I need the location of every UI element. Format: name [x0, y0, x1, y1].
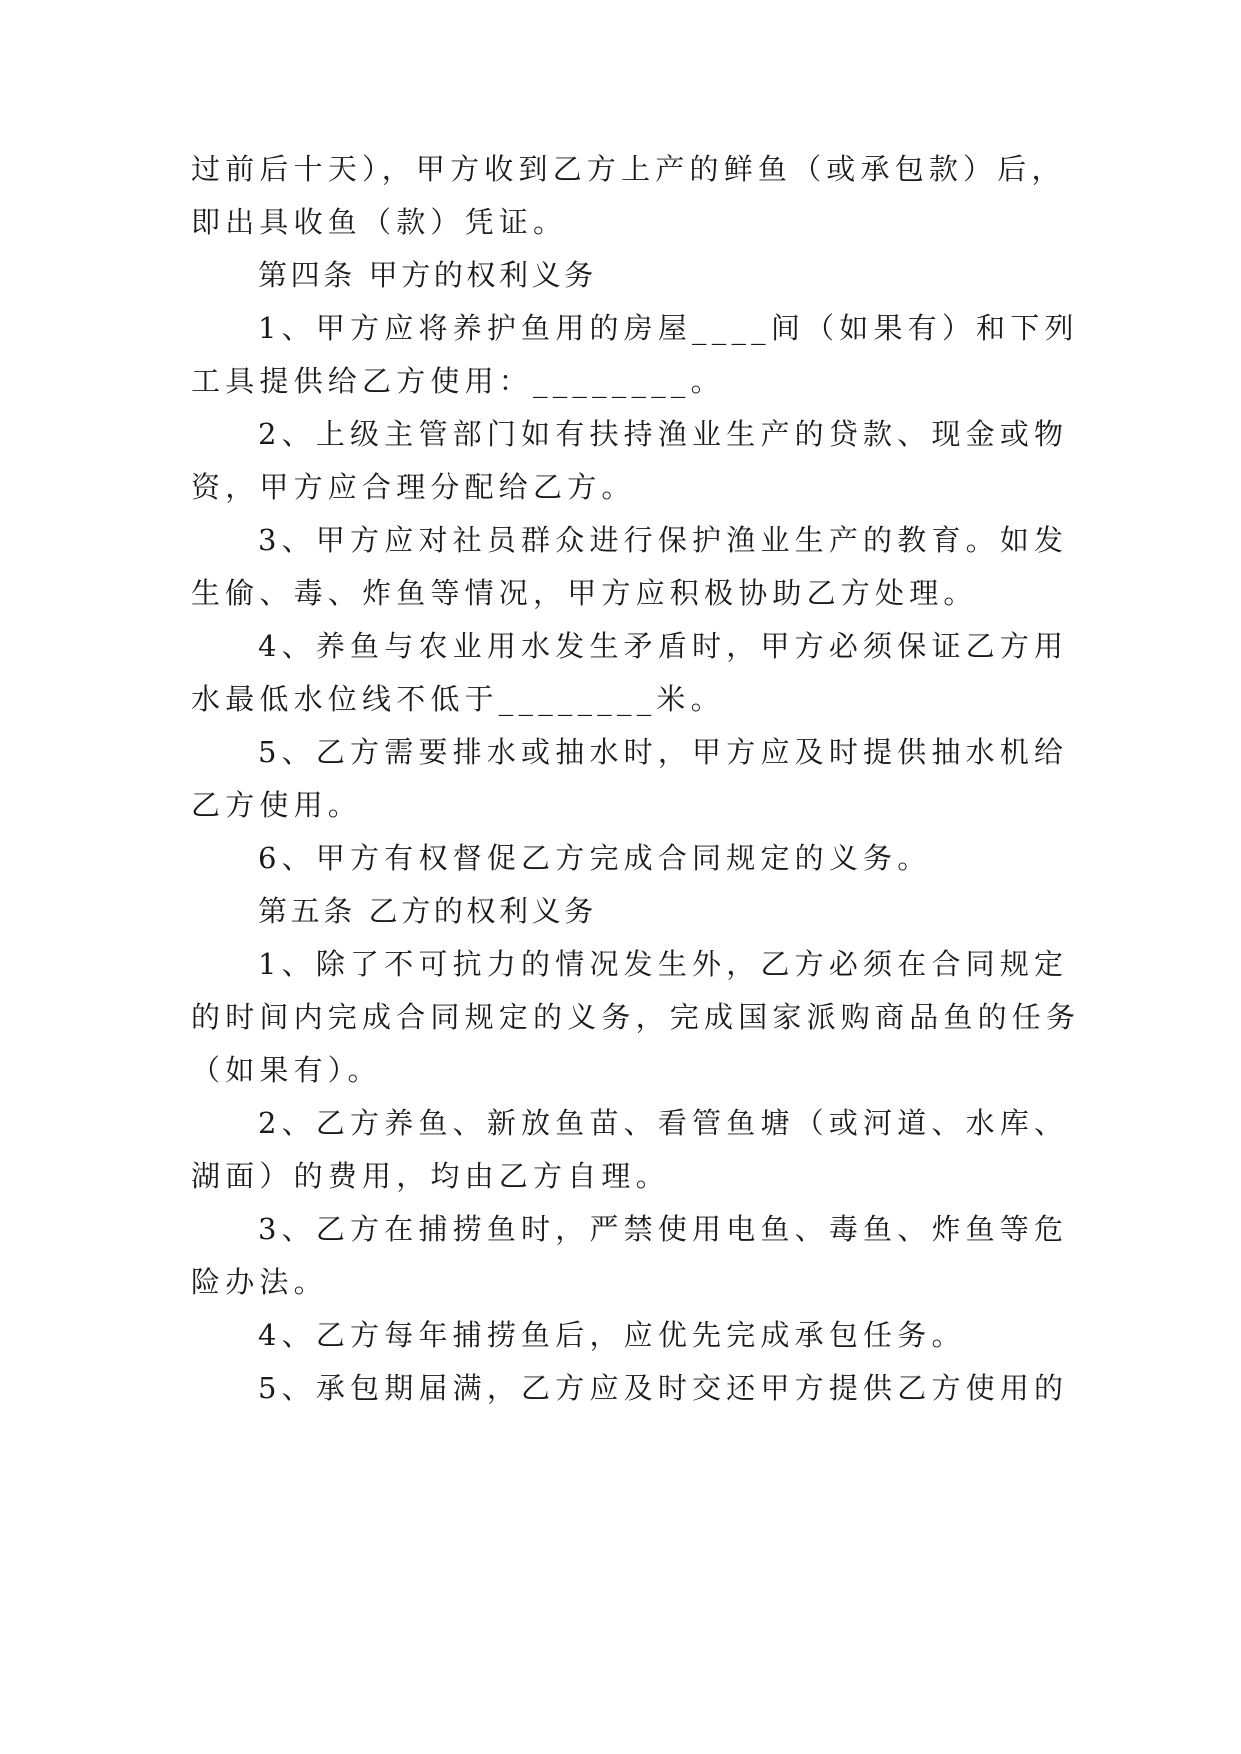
text-line: 1、甲方应将养护鱼用的房屋____间（如果有）和下列	[258, 311, 1079, 345]
text-line: 3、乙方在捕捞鱼时，严禁使用电鱼、毒鱼、炸鱼等危	[258, 1212, 1069, 1246]
text-line: 过前后十天），甲方收到乙方上产的鲜鱼（或承包款）后，	[191, 152, 1066, 186]
text-line: 工具提供给乙方使用：________。	[191, 364, 725, 398]
text-line: 4、养鱼与农业用水发生矛盾时，甲方必须保证乙方用	[258, 629, 1069, 663]
text-line: 湖面）的费用，均由乙方自理。	[191, 1159, 670, 1193]
text-line: 水最低水位线不低于________米。	[191, 682, 725, 716]
text-line: （如果有）。	[191, 1053, 382, 1087]
text-line: 6、甲方有权督促乙方完成合同规定的义务。	[258, 841, 932, 875]
text-line: 5、乙方需要排水或抽水时，甲方应及时提供抽水机给	[258, 735, 1069, 769]
text-line: 2、乙方养鱼、新放鱼苗、看管鱼塘（或河道、水库、	[258, 1106, 1069, 1140]
text-line: 4、乙方每年捕捞鱼后，应优先完成承包任务。	[258, 1318, 966, 1352]
text-line: 即出具收鱼（款）凭证。	[191, 205, 568, 239]
text-line: 险办法。	[191, 1265, 328, 1299]
text-line: 生偷、毒、炸鱼等情况，甲方应积极协助乙方处理。	[191, 576, 978, 610]
text-line: 乙方使用。	[191, 788, 363, 822]
text-line: 3、甲方应对社员群众进行保护渔业生产的教育。如发	[258, 523, 1069, 557]
text-line: 2、上级主管部门如有扶持渔业生产的贷款、现金或物	[258, 417, 1069, 451]
text-line: 5、承包期届满，乙方应及时交还甲方提供乙方使用的	[258, 1371, 1069, 1405]
text-line: 的时间内完成合同规定的义务，完成国家派购商品鱼的任务	[191, 1000, 1081, 1034]
text-line: 1、除了不可抗力的情况发生外，乙方必须在合同规定	[258, 947, 1069, 981]
section-heading: 第五条 乙方的权利义务	[258, 894, 597, 928]
text-line: 资，甲方应合理分配给乙方。	[191, 470, 636, 504]
section-heading: 第四条 甲方的权利义务	[258, 258, 597, 292]
